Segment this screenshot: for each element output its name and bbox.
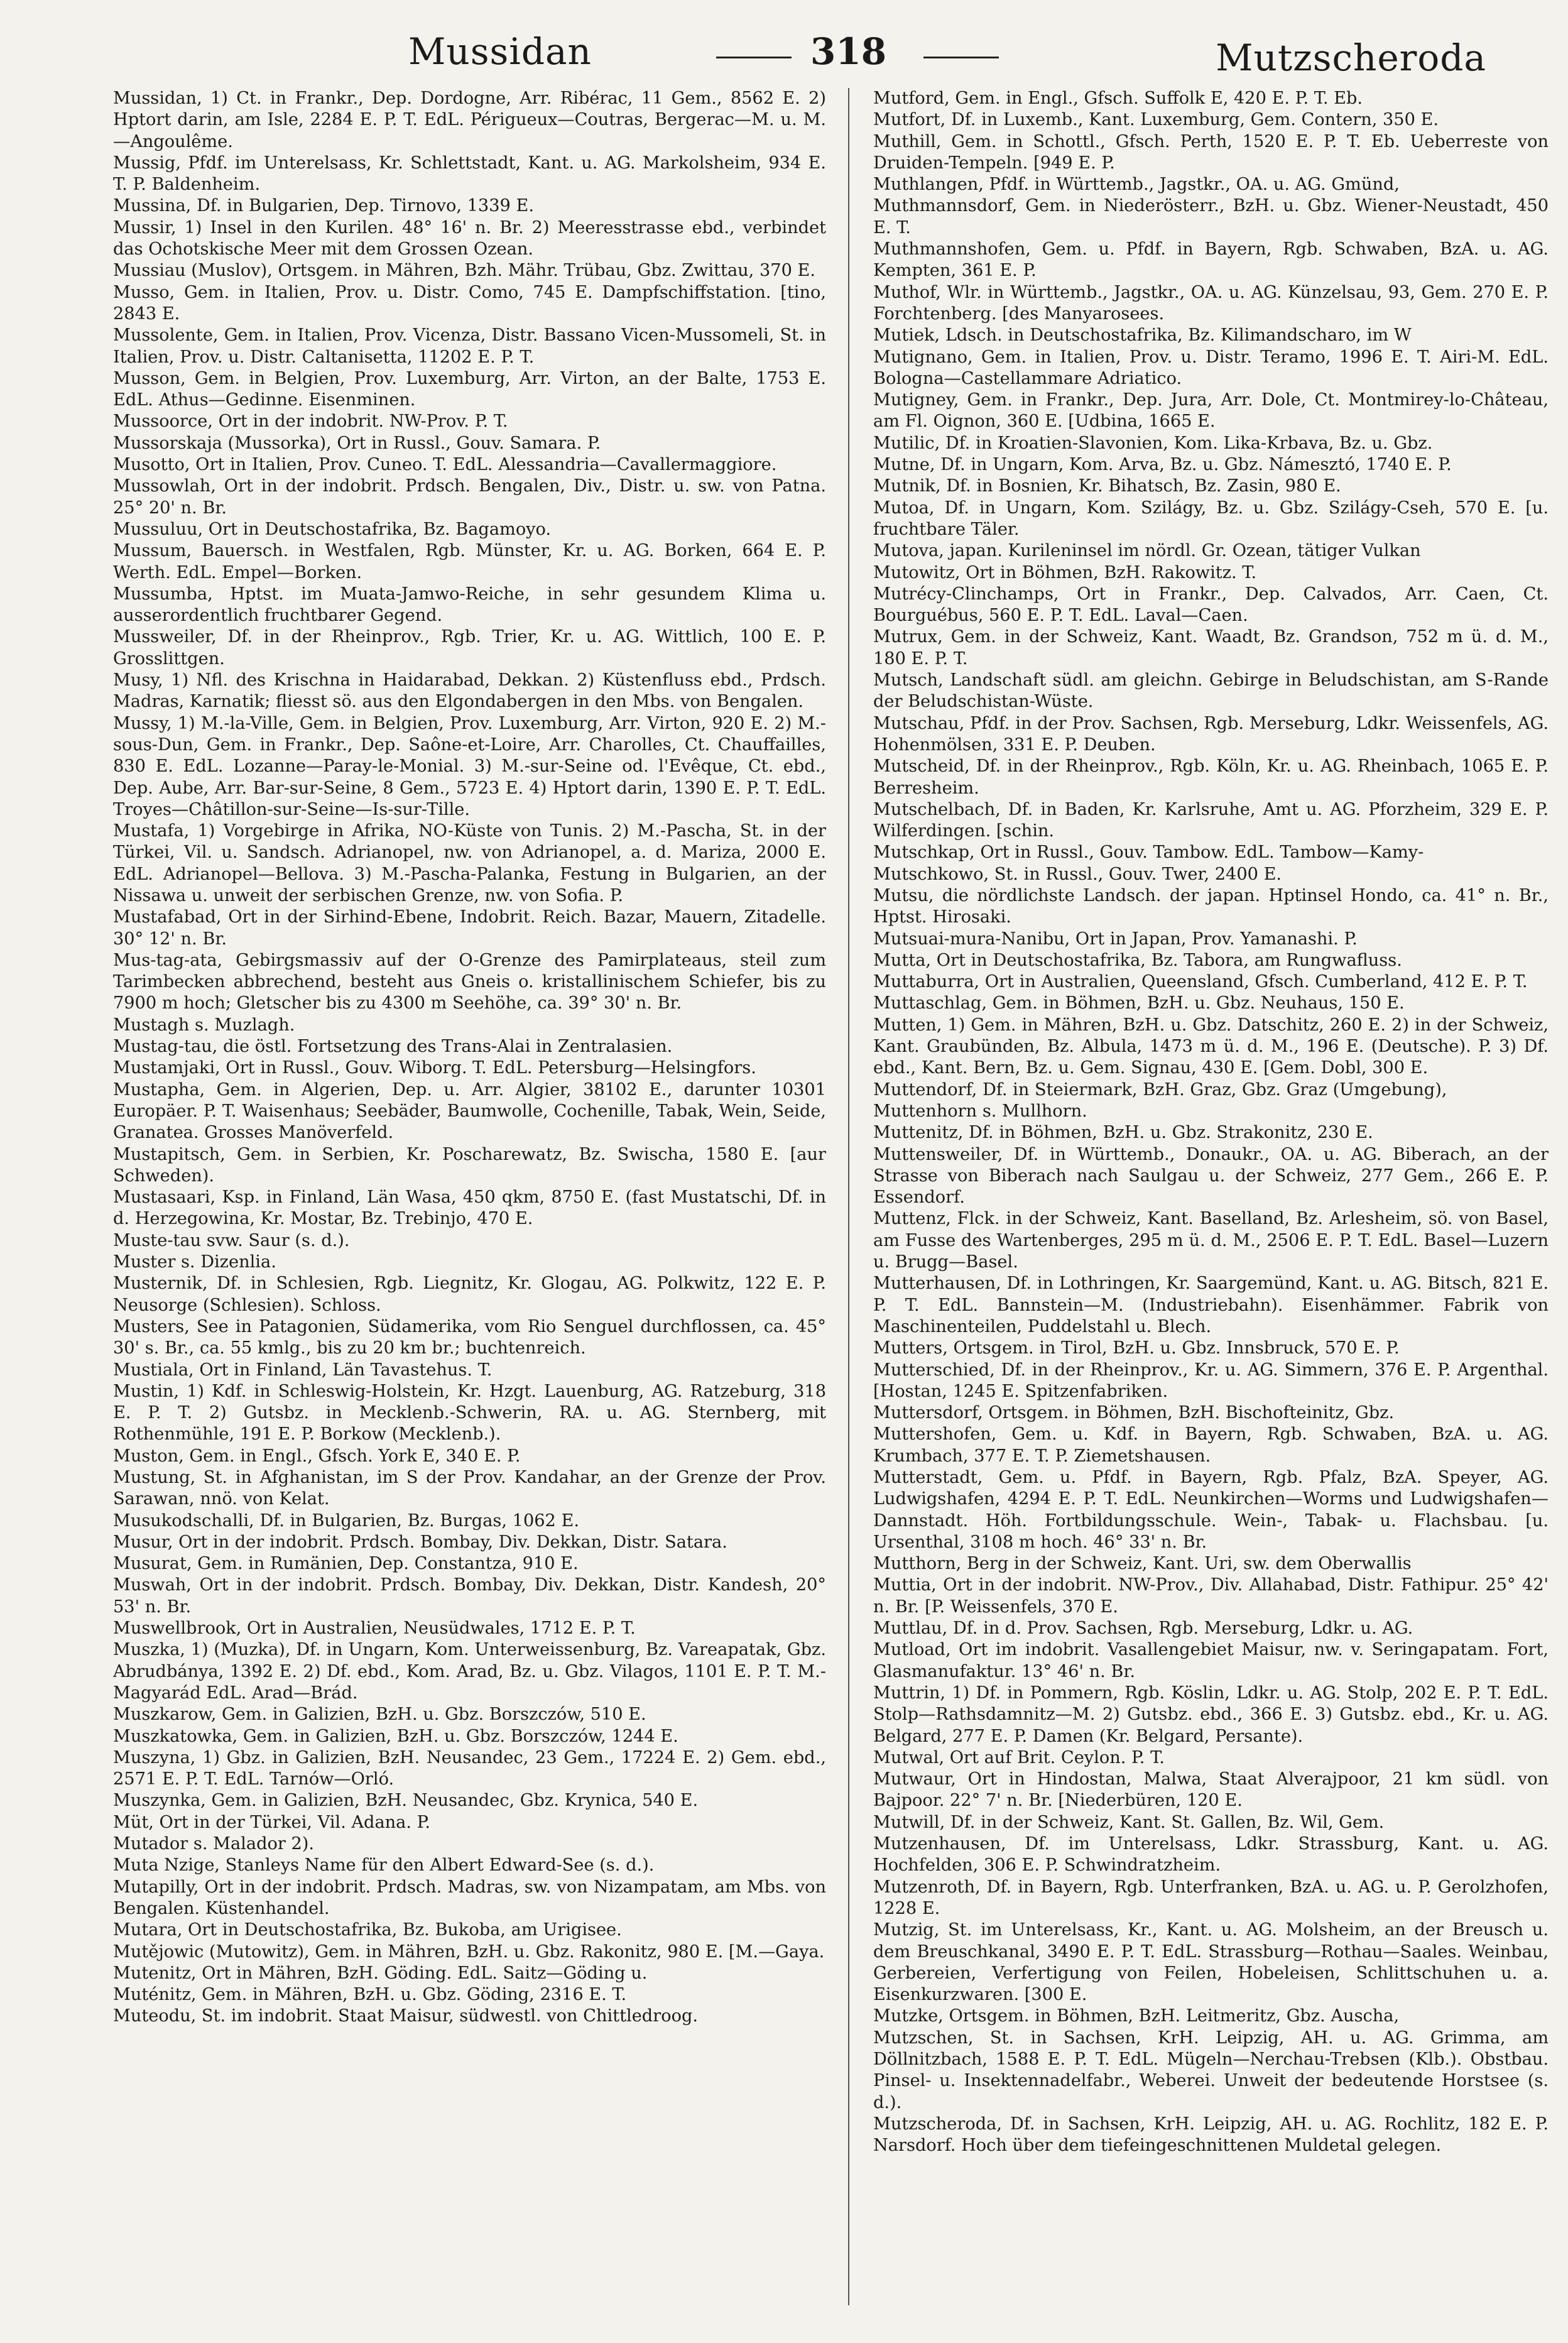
dictionary-entry: Mutterschied, Df. in der Rheinprov., Kr. u. AG. Simmern, 376 E. P. Argenthal. [Hostan, 1245 E. Spitzenfabriken.: [873, 1360, 1549, 1401]
dictionary-entry: Mussina, Df. in Bulgarien, Dep. Tirnovo, 1339 E.: [113, 196, 534, 216]
dictionary-entry: Mutova, japan. Kurileninsel im nördl. Gr. Ozean, tätiger Vulkan: [873, 541, 1421, 561]
dictionary-entry: Mutador s. Malador 2).: [113, 1834, 315, 1854]
dictionary-entry: Mutterstadt, Gem. u. Pfdf. in Bayern, Rgb. Pfalz, BzA. Speyer, AG. Ludwigshafen, 4294 E. P. T. EdL. Neunkirchen—Worms und Ludwigshafen—Dannstadt. Höh. Fortbildungsschule. Wein-, Tabak- u. Flachsbau. [u. Ursenthal, 3108 m hoch. 46° 33' n. Br.: [873, 1468, 1549, 1552]
dictionary-entry: Mussowlah, Ort in der indobrit. Prdsch. Bengalen, Div., Distr. u. sw. von Patna. 25° 20' n. Br.: [113, 476, 826, 518]
dictionary-entry: Mussumba, Hptst. im Muata-Jamwo-Reiche, in sehr gesundem Klima u. ausserordentlich fruchtbarer Gegend.: [113, 584, 826, 626]
dictionary-entry: Musters, See in Patagonien, Südamerika, vom Rio Senguel durchflossen, ca. 45° 30' s. Br., ca. 55 kmlg., bis zu 20 km br.; buchtenreich.: [113, 1316, 826, 1358]
dictionary-entry: Mutzschen, St. in Sachsen, KrH. Leipzig, AH. u. AG. Grimma, am Döllnitzbach, 1588 E. P. T. EdL. Mügeln—Nerchau-Trebsen (Klb.). Obstbau. Pinsel- u. Insektennadelfabr., Weberei. Unweit der bedeutende Horstsee (s. d.).: [873, 2028, 1549, 2112]
dictionary-entry: Muster s. Dizenlia.: [113, 1252, 276, 1272]
dictionary-entry: Musur, Ort in der indobrit. Prdsch. Bombay, Div. Dekkan, Distr. Satara.: [113, 1532, 727, 1552]
dictionary-entry: Mutoa, Df. in Ungarn, Kom. Szilágy, Bz. u. Gbz. Szilágy-Cseh, 570 E. [u. fruchtbare Täler.: [873, 498, 1549, 539]
dictionary-entry: Musy, 1) Nfl. des Krischna in Haidarabad, Dekkan. 2) Küstenfluss ebd., Prdsch. Madras, Karnatik; fliesst sö. aus den Elgondabergen in den Mbs. von Bengalen.: [113, 670, 826, 712]
dictionary-entry: Mutara, Ort in Deutschostafrika, Bz. Bukoba, am Urigisee.: [113, 1920, 622, 1940]
dictionary-entry: Mutapilly, Ort in der indobrit. Prdsch. Madras, sw. von Nizampatam, am Mbs. von Bengalen. Küstenhandel.: [113, 1877, 826, 1918]
dictionary-entry: Muthill, Gem. in Schottl., Gfsch. Perth, 1520 E. P. T. Eb. Ueberreste von Druiden-Tempeln. [949 E. P.: [873, 131, 1549, 173]
dictionary-entry: Mussig, Pfdf. im Unterelsass, Kr. Schlettstadt, Kant. u. AG. Markolsheim, 934 E. T. P. Baldenheim.: [113, 153, 826, 195]
dictionary-entry: Muténitz, Gem. in Mähren, BzH. u. Gbz. Göding, 2316 E. T.: [113, 1985, 627, 2005]
dictionary-entry: Muswellbrook, Ort in Australien, Neusüdwales, 1712 E. P. T.: [113, 1619, 636, 1639]
dictionary-entry: Mustapha, Gem. in Algerien, Dep. u. Arr. Algier, 38102 E., darunter 10301 Europäer. P. T. Waisenhaus; Seebäder, Baumwolle, Cochenille, Tabak, Wein, Seide, Granatea. Grosses Manöverfeld.: [113, 1079, 826, 1143]
dictionary-entry: Muthmannshofen, Gem. u. Pfdf. in Bayern, Rgb. Schwaben, BzA. u. AG. Kempten, 361 E. P.: [873, 239, 1549, 281]
column-divider: [848, 88, 849, 2305]
dictionary-entry: Mutzscheroda, Df. in Sachsen, KrH. Leipzig, AH. u. AG. Rochlitz, 182 E. P. Narsdorf. Hoch über dem tiefeingeschnittenen Muldetal gelegen.: [873, 2114, 1549, 2156]
dictionary-entry: Muszka, 1) (Muzka), Df. in Ungarn, Kom. Unterweissenburg, Bz. Vareapatak, Gbz. Abrudbánya, 1392 E. 2) Df. ebd., Kom. Arad, Bz. u. Gbz. Vilagos, 1101 E. P. T. M.-Magyarád EdL. Arad—Brád.: [113, 1640, 826, 1703]
running-head-right: Mutzscheroda: [1216, 36, 1486, 79]
dictionary-entry: Mutschkap, Ort in Russl., Gouv. Tambow. EdL. Tambow—Kamy-: [873, 843, 1424, 863]
dictionary-entry: Muste-tau svw. Saur (s. d.).: [113, 1230, 350, 1250]
dictionary-entry: Muszkatowka, Gem. in Galizien, BzH. u. Gbz. Borszczów, 1244 E.: [113, 1726, 678, 1746]
dictionary-entry: Mutzke, Ortsgem. in Böhmen, BzH. Leitmeritz, Gbz. Auscha,: [873, 2006, 1400, 2026]
dictionary-entry: Mutne, Df. in Ungarn, Kom. Arva, Bz. u. Gbz. Námesztó, 1740 E. P.: [873, 455, 1452, 475]
dictionary-entry: Mustamjaki, Ort in Russl., Gouv. Wiborg. T. EdL. Petersburg—Helsingfors.: [113, 1058, 756, 1078]
dictionary-entry: Mussorskaja (Mussorka), Ort in Russl., Gouv. Samara. P.: [113, 433, 601, 453]
dictionary-entry: Mutten, 1) Gem. in Mähren, BzH. u. Gbz. Datschitz, 260 E. 2) in der Schweiz, Kant. Graubünden, Bz. Albula, 1473 m ü. d. M., 196 E. (Deutsche). P. 3) Df. ebd., Kant. Bern, Bz. u. Gem. Signau, 430 E. [Gem. Dobl, 300 E.: [873, 1015, 1549, 1078]
dictionary-entry: Mustafabad, Ort in der Sirhind-Ebene, Indobrit. Reich. Bazar, Mauern, Zitadelle. 30° 12' n. Br.: [113, 907, 826, 949]
dictionary-entry: Mustung, St. in Afghanistan, im S der Prov. Kandahar, an der Grenze der Prov. Sarawan, nnö. von Kelat.: [113, 1468, 826, 1509]
dictionary-entry: Muszyna, 1) Gbz. in Galizien, BzH. Neusandec, 23 Gem., 17224 E. 2) Gem. ebd., 2571 E. P. T. EdL. Tarnów—Orló.: [113, 1747, 826, 1789]
dictionary-entry: Mustag-tau, die östl. Fortsetzung des Trans-Alai in Zentralasien.: [113, 1037, 673, 1057]
dictionary-entry: Mutzig, St. im Unterelsass, Kr., Kant. u. AG. Molsheim, an der Breusch u. dem Breuschkanal, 3490 E. P. T. EdL. Strassburg—Rothau—Saales. Weinbau, Gerbereien, Verfertigung von Feilen, Hobeleisen, Schlittschuhen u. a. Eisenkurzwaren. [300 E.: [873, 1920, 1549, 2005]
dictionary-entry: Mussidan, 1) Ct. in Frankr., Dep. Dordogne, Arr. Ribérac, 11 Gem., 8562 E. 2) Hptort darin, am Isle, 2284 E. P. T. EdL. Périgueux—Coutras, Bergerac—M. u. M.—Angoulême.: [113, 89, 826, 151]
dictionary-entry: Muttenitz, Df. in Böhmen, BzH. u. Gbz. Strakonitz, 230 E.: [873, 1123, 1373, 1143]
dictionary-entry: Mutwill, Df. in der Schweiz, Kant. St. Gallen, Bz. Wil, Gem.: [873, 1812, 1385, 1832]
dictionary-entry: Mutnik, Df. in Bosnien, Kr. Bihatsch, Bz. Zasin, 980 E.: [873, 476, 1341, 496]
dictionary-entry: Mutenitz, Ort in Mähren, BzH. Göding. EdL. Saitz—Göding u.: [113, 1963, 648, 1983]
dictionary-entry: Mutters, Ortsgem. in Tirol, BzH. u. Gbz. Innsbruck, 570 E. P.: [873, 1338, 1400, 1358]
dictionary-entry: Muswah, Ort in der indobrit. Prdsch. Bombay, Div. Dekkan, Distr. Kandesh, 20° 53' n. Br.: [113, 1575, 826, 1617]
dictionary-entry: Mussum, Bauersch. in Westfalen, Rgb. Münster, Kr. u. AG. Borken, 664 E. P. Werth. EdL. Empel—Borken.: [113, 541, 826, 582]
dictionary-entry: Muthmannsdorf, Gem. in Niederösterr., BzH. u. Gbz. Wiener-Neustadt, 450 E. T.: [873, 196, 1549, 238]
page-number: 318: [810, 30, 887, 73]
dictionary-entry: Muthlangen, Pfdf. in Württemb., Jagstkr., OA. u. AG. Gmünd,: [873, 175, 1400, 195]
dictionary-entry: Mutschkowo, St. in Russl., Gouv. Twer, 2400 E.: [873, 864, 1282, 884]
dictionary-entry: Muthof, Wlr. in Württemb., Jagstkr., OA. u. AG. Künzelsau, 93, Gem. 270 E. P. Forchtenberg. [des Manyarosees.: [873, 282, 1549, 324]
dictionary-entry: Mustapitsch, Gem. in Serbien, Kr. Poscharewatz, Bz. Swischa, 1580 E. [aur Schweden).: [113, 1144, 826, 1186]
dictionary-entry: Muttersdorf, Ortsgem. in Böhmen, BzH. Bischofteinitz, Gbz.: [873, 1403, 1395, 1423]
dictionary-entry: Mussir, 1) Insel in den Kurilen. 48° 16' n. Br. 2) Meeresstrasse ebd., verbindet das Ochotskische Meer mit dem Grossen Ozean.: [113, 217, 826, 259]
dictionary-entry: Mutwal, Ort auf Brit. Ceylon. P. T.: [873, 1747, 1165, 1767]
dictionary-entry: Mus-tag-ata, Gebirgsmassiv auf der O-Grenze des Pamirplateaus, steil zum Tarimbecken abbrechend, besteht aus Gneis o. kristallinischem Schiefer, bis zu 7900 m hoch; Gletscher bis zu 4300 m Seehöhe, ca. 39° 30' n. Br.: [113, 950, 826, 1013]
dictionary-entry: Musukodschalli, Df. in Bulgarien, Bz. Burgas, 1062 E.: [113, 1510, 579, 1531]
dictionary-entry: Mutrux, Gem. in der Schweiz, Kant. Waadt, Bz. Grandson, 752 m ü. d. M., 180 E. P. T.: [873, 627, 1549, 669]
dictionary-entry: Muttershofen, Gem. u. Kdf. in Bayern, Rgb. Schwaben, BzA. u. AG. Krumbach, 377 E. T. P. Ziemetshausen.: [873, 1424, 1549, 1466]
dictionary-entry: Mutthorn, Berg in der Schweiz, Kant. Uri, sw. dem Oberwallis: [873, 1554, 1412, 1574]
dictionary-entry: Mustafa, 1) Vorgebirge in Afrika, NO-Küste von Tunis. 2) M.-Pascha, St. in der Türkei, Vil. u. Sandsch. Adrianopel, nw. von Adrianopel, a. d. Mariza, 2000 E. EdL. Adrianopel—Bellova. 3) M.-Pascha-Palanka, Festung in Bulgarien, an der Nissawa u. unweit der serbischen Grenze, nw. von Sofia. P.: [113, 821, 826, 905]
dictionary-entry: Muston, Gem. in Engl., Gfsch. York E, 340 E. P.: [113, 1446, 521, 1466]
dictionary-entry: Mutfort, Df. in Luxemb., Kant. Luxemburg, Gem. Contern, 350 E.: [873, 110, 1439, 130]
dictionary-entry: Muttendorf, Df. in Steiermark, BzH. Graz, Gbz. Graz (Umgebung),: [873, 1079, 1447, 1100]
dictionary-entry: Mussiau (Muslov), Ortsgem. in Mähren, Bzh. Mähr. Trübau, Gbz. Zwittau, 370 E.: [113, 261, 815, 281]
dictionary-entry: Mutload, Ort im indobrit. Vasallengebiet Maisur, nw. v. Seringapatam. Fort, Glasmanufaktur. 13° 46' n. Br.: [873, 1640, 1549, 1681]
page-header: [94, 25, 1524, 94]
dictionary-entry: Muszkarow, Gem. in Galizien, BzH. u. Gbz. Borszczów, 510 E.: [113, 1705, 646, 1725]
dictionary-entry: Musotto, Ort in Italien, Prov. Cuneo. T. EdL. Alessandria—Cavallermaggiore.: [113, 455, 777, 475]
dictionary-entry: Muttenhorn s. Mullhorn.: [873, 1101, 1087, 1121]
dictionary-entry: Mutwaur, Ort in Hindostan, Malwa, Staat Alverajpoor, 21 km südl. von Bajpoor. 22° 7' n. Br. [Niederbüren, 120 E.: [873, 1769, 1549, 1811]
right-column: [873, 88, 1549, 2318]
dictionary-entry: Musternik, Df. in Schlesien, Rgb. Liegnitz, Kr. Glogau, AG. Polkwitz, 122 E. P. Neusorge (Schlesien). Schloss.: [113, 1274, 826, 1315]
header-dash-left: [716, 57, 792, 58]
dictionary-entry: Muttaburra, Ort in Australien, Queensland, Gfsch. Cumberland, 412 E. P. T.: [873, 972, 1528, 992]
dictionary-entry: Musurat, Gem. in Rumänien, Dep. Constantza, 910 E.: [113, 1554, 579, 1574]
running-head-left: Mussidan: [408, 30, 592, 73]
dictionary-entry: Mussweiler, Df. in der Rheinprov., Rgb. Trier, Kr. u. AG. Wittlich, 100 E. P. Grosslittgen.: [113, 627, 826, 669]
dictionary-entry: Mutschelbach, Df. in Baden, Kr. Karlsruhe, Amt u. AG. Pforzheim, 329 E. P. Wilferdingen. [schin.: [873, 799, 1549, 841]
dictionary-entry: Muttia, Ort in der indobrit. NW-Prov., Div. Allahabad, Distr. Fathipur. 25° 42' n. Br. [P. Weissenfels, 370 E.: [873, 1575, 1549, 1617]
dictionary-entry: Muta Nzige, Stanleys Name für den Albert Edward-See (s. d.).: [113, 1855, 655, 1876]
dictionary-entry: Mussolente, Gem. in Italien, Prov. Vicenza, Distr. Bassano Vicen-Mussomeli, St. in Italien, Prov. u. Distr. Caltanisetta, 11202 E. P. T.: [113, 325, 826, 367]
dictionary-entry: Mussoorce, Ort in der indobrit. NW-Prov. P. T.: [113, 412, 508, 432]
dictionary-entry: Mutrécy-Clinchamps, Ort in Frankr., Dep. Calvados, Arr. Caen, Ct. Bourguébus, 560 E. P. T. EdL. Laval—Caen.: [873, 584, 1549, 626]
dictionary-entry: Muttenz, Flck. in der Schweiz, Kant. Baselland, Bz. Arlesheim, sö. von Basel, am Fusse des Wartenberges, 295 m ü. d. M., 2506 E. P. T. EdL. Basel—Luzern u. Brugg—Basel.: [873, 1209, 1549, 1272]
dictionary-entry: Mutilic, Df. in Kroatien-Slavonien, Kom. Lika-Krbava, Bz. u. Gbz.: [873, 433, 1433, 453]
dictionary-entry: Mustiala, Ort in Finland, Län Tavastehus. T.: [113, 1360, 493, 1380]
dictionary-entry: Mutta, Ort in Deutschostafrika, Bz. Tabora, am Rungwafluss.: [873, 950, 1402, 970]
dictionary-entry: Muttensweiler, Df. in Württemb., Donaukr., OA. u. AG. Biberach, an der Strasse von Biberach nach Saulgau u. der Schweiz, 277 Gem., 266 E. P. Essendorf.: [873, 1144, 1549, 1208]
dictionary-entry: Mutschau, Pfdf. in der Prov. Sachsen, Rgb. Merseburg, Ldkr. Weissenfels, AG. Hohenmölsen, 331 E. P. Deuben.: [873, 713, 1549, 755]
dictionary-entry: Mutsuai-mura-Nanibu, Ort in Japan, Prov. Yamanashi. P.: [873, 929, 1358, 949]
dictionary-entry: Musso, Gem. in Italien, Prov. u. Distr. Como, 745 E. Dampfschiffstation. [tino, 2843 E.: [113, 282, 826, 324]
dictionary-entry: Mutzenroth, Df. in Bayern, Rgb. Unterfranken, BzA. u. AG. u. P. Gerolzhofen, 1228 E.: [873, 1877, 1549, 1918]
dictionary-entry: Mustin, 1) Kdf. in Schleswig-Holstein, Kr. Hzgt. Lauenburg, AG. Ratzeburg, 318 E. P. T. 2) Gutsbz. in Mecklenb.-Schwerin, RA. u. AG. Sternberg, mit Rothenmühle, 191 E. P. Borkow (Mecklenb.).: [113, 1381, 826, 1445]
dictionary-entry: Mutigney, Gem. in Frankr., Dep. Jura, Arr. Dole, Ct. Montmirey-lo-Château, am Fl. Oignon, 360 E. [Udbina, 1665 E.: [873, 390, 1549, 432]
dictionary-entry: Mustagh s. Muzlagh.: [113, 1015, 295, 1035]
dictionary-entry: Muszynka, Gem. in Galizien, BzH. Neusandec, Gbz. Krynica, 540 E.: [113, 1791, 699, 1811]
dictionary-entry: Mutsch, Landschaft südl. am gleichn. Gebirge in Beludschistan, am S-Rande der Beludschistan-Wüste.: [873, 670, 1549, 712]
dictionary-entry: Müt, Ort in der Türkei, Vil. Adana. P.: [113, 1812, 431, 1832]
dictionary-entry: Muttrin, 1) Df. in Pommern, Rgb. Köslin, Ldkr. u. AG. Stolp, 202 E. P. T. EdL. Stolp—Rathsdamnitz—M. 2) Gutsbz. ebd., 366 E. 3) Gutsbz. ebd., Kr. u. AG. Belgard, 277 E. P. Damen (Kr. Belgard, Persante).: [873, 1683, 1549, 1746]
dictionary-entry: Mussy, 1) M.-la-Ville, Gem. in Belgien, Prov. Luxemburg, Arr. Virton, 920 E. 2) M.-sous-Dun, Gem. in Frankr., Dep. Saône-et-Loire, Arr. Charolles, Ct. Chauffailles, 830 E. EdL. Lozanne—Paray-le-Monial. 3) M.-sur-Seine od. l'Evêque, Ct. ebd., Dep. Aube, Arr. Bar-sur-Seine, 8 Gem., 5723 E. 4) Hptort darin, 1390 E. P. T. EdL. Troyes—Châtillon-sur-Seine—Is-sur-Tille.: [113, 713, 826, 819]
dictionary-entry: Mutscheid, Df. in der Rheinprov., Rgb. Köln, Kr. u. AG. Rheinbach, 1065 E. P. Berresheim.: [873, 756, 1549, 798]
dictionary-entry: Muttaschlag, Gem. in Böhmen, BzH. u. Gbz. Neuhaus, 150 E.: [873, 993, 1405, 1013]
dictionary-entry: Mutsu, die nördlichste Landsch. der japan. Hptinsel Hondo, ca. 41° n. Br., Hptst. Hirosaki.: [873, 885, 1549, 927]
dictionary-entry: Mutignano, Gem. in Italien, Prov. u. Distr. Teramo, 1996 E. T. Airi-M. EdL. Bologna—Castellammare Adriatico.: [873, 347, 1549, 388]
dictionary-entry: Mutiek, Ldsch. in Deutschostafrika, Bz. Kilimandscharo, im W: [873, 325, 1412, 346]
dictionary-entry: Mustasaari, Ksp. in Finland, Län Wasa, 450 qkm, 8750 E. (fast Mustatschi, Df. in d. Herzegowina, Kr. Mostar, Bz. Trebinjo, 470 E.: [113, 1188, 826, 1229]
dictionary-entry: Mutějowic (Mutowitz), Gem. in Mähren, BzH. u. Gbz. Rakonitz, 980 E. [M.—Gaya.: [113, 1942, 825, 1962]
dictionary-entry: Mussuluu, Ort in Deutschostafrika, Bz. Bagamoyo.: [113, 519, 552, 539]
dictionary-entry: Muteodu, St. im indobrit. Staat Maisur, südwestl. von Chittledroog.: [113, 2006, 698, 2026]
left-column: [113, 88, 826, 2318]
dictionary-entry: Mutterhausen, Df. in Lothringen, Kr. Saargemünd, Kant. u. AG. Bitsch, 821 E. P. T. EdL. Bannstein—M. (Industriebahn). Eisenhämmer. Fabrik von Maschinenteilen, Puddelstahl u. Blech.: [873, 1274, 1549, 1336]
dictionary-entry: Mutford, Gem. in Engl., Gfsch. Suffolk E, 420 E. P. T. Eb.: [873, 89, 1363, 108]
header-dash-right: [923, 57, 999, 58]
dictionary-entry: Mutzenhausen, Df. im Unterelsass, Ldkr. Strassburg, Kant. u. AG. Hochfelden, 306 E. P. Schwindratzheim.: [873, 1834, 1549, 1876]
dictionary-entry: Musson, Gem. in Belgien, Prov. Luxemburg, Arr. Virton, an der Balte, 1753 E. EdL. Athus—Gedinne. Eisenminen.: [113, 368, 826, 410]
dictionary-entry: Mutowitz, Ort in Böhmen, BzH. Rakowitz. T.: [873, 562, 1257, 582]
dictionary-entry: Muttlau, Df. in d. Prov. Sachsen, Rgb. Merseburg, Ldkr. u. AG.: [873, 1619, 1413, 1639]
